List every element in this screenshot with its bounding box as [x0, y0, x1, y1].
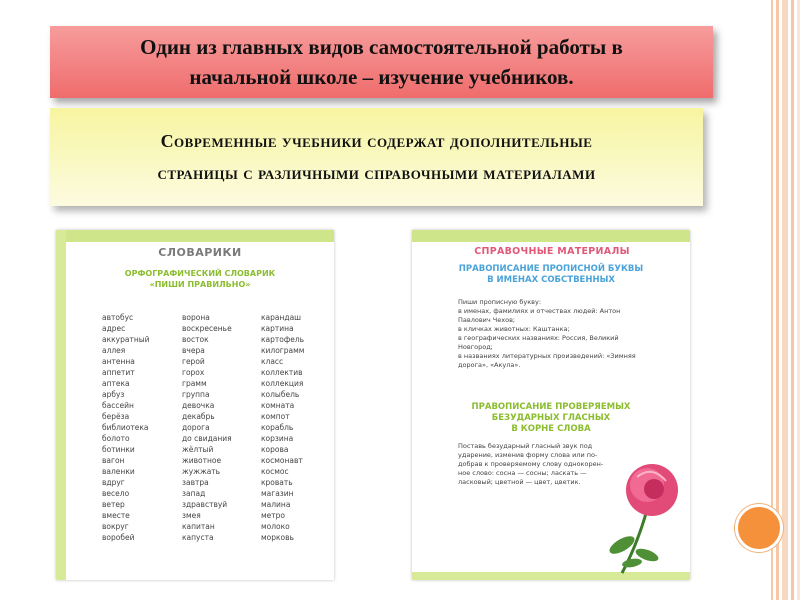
dictionary-word: антенна: [102, 357, 135, 366]
dictionary-word: капитан: [182, 522, 215, 531]
subtitle-text: Современные учебники содержат дополнительные страницы с различными справочными материалами: [157, 131, 596, 183]
dictionary-word: корова: [261, 445, 289, 454]
dictionary-word: килограмм: [261, 346, 305, 355]
dictionary-word: герой: [182, 357, 205, 366]
dictionary-word: жужжать: [182, 467, 221, 476]
rule-line: ласковый; цветной — цвет, цветик.: [458, 478, 581, 486]
dictionary-word: змея: [182, 511, 201, 520]
dictionary-word: восток: [182, 335, 209, 344]
dictionary-word: запад: [182, 489, 206, 498]
dictionary-word: вдруг: [102, 478, 125, 487]
dictionary-word: картина: [261, 324, 294, 333]
subtitle-banner: [50, 108, 703, 206]
dictionary-word: капуста: [182, 533, 214, 542]
decorative-circle: [735, 504, 783, 552]
rose-illustration: [592, 455, 687, 575]
rule-line: дорога», «Акула».: [458, 361, 521, 369]
dictionary-word: животное: [182, 456, 222, 465]
title-banner: [50, 26, 713, 98]
dictionary-word: колыбель: [261, 390, 300, 399]
reference-page-image: [412, 230, 690, 580]
dictionary-word: декабрь: [182, 412, 215, 421]
dictionary-word: дорога: [182, 423, 210, 432]
dictionary-word: берёза: [102, 412, 130, 421]
dictionary-word: карандаш: [261, 313, 302, 322]
dictionary-word: космонавт: [261, 456, 303, 465]
dictionary-word: бассейн: [102, 401, 134, 410]
dictionary-word: аптека: [102, 379, 130, 388]
dictionary-word: вчера: [182, 346, 205, 355]
dictionary-word: болото: [102, 434, 130, 443]
dictionary-word: метро: [261, 511, 285, 520]
rule-line: добрав к проверяемому слову однокорен-: [458, 460, 604, 468]
word-column-3: [261, 312, 304, 543]
capital-letter-rules: [458, 298, 678, 370]
dictionary-word: малина: [261, 500, 291, 509]
dictionary-word: морковь: [261, 533, 294, 542]
dictionary-word: здравствуй: [182, 500, 228, 509]
page-top-bar: [56, 230, 334, 242]
vowels-heading: ПРАВОПИСАНИЕ ПРОВЕРЯЕМЫХ БЕЗУДАРНЫХ ГЛАСНЫХ В КОРНЕ СЛОВА: [471, 402, 631, 434]
dictionary-word: компот: [261, 412, 290, 421]
dictionary-subtitle: ОРФОГРАФИЧЕСКИЙ СЛОВАРИК «ПИШИ ПРАВИЛЬНО»: [124, 269, 276, 289]
dictionary-word: ботинки: [102, 445, 135, 454]
rule-line: Пиши прописную букву:: [458, 298, 542, 306]
rule-line: в названиях литературных произведений: «Зимняя: [458, 352, 636, 360]
dictionary-word: космос: [261, 467, 289, 476]
dictionary-word: картофель: [261, 335, 305, 344]
rule-line: ударение, изменив форму слова или по-: [458, 451, 598, 459]
dictionary-word: завтра: [182, 478, 209, 487]
dictionary-word: корабль: [261, 423, 294, 432]
dictionary-word: магазин: [261, 489, 294, 498]
dictionary-word: аппетит: [102, 368, 135, 377]
dictionary-word: ворона: [182, 313, 210, 322]
rule-line: Поставь безударный гласный звук под: [458, 442, 593, 450]
dictionary-word: вагон: [102, 456, 125, 465]
dictionary-word: валенки: [102, 467, 135, 476]
dictionary-word: кровать: [261, 478, 293, 487]
dictionary-word: грамм: [182, 379, 207, 388]
rule-line: Новгород;: [458, 343, 493, 351]
dictionary-word: корзина: [261, 434, 294, 443]
dictionary-word: арбуз: [102, 390, 125, 399]
dictionary-word: адрес: [102, 324, 126, 333]
dictionary-word: автобус: [102, 313, 134, 322]
dictionary-word: группа: [182, 390, 210, 399]
dictionary-word: вместе: [102, 511, 130, 520]
dictionary-title: СЛОВАРИКИ: [158, 246, 242, 259]
reference-title: СПРАВОЧНЫЕ МАТЕРИАЛЫ: [474, 246, 630, 257]
rule-line: в именах, фамилиях и отчествах людей: Антон: [458, 307, 621, 315]
title-text: Один из главных видов самостоятельной работы в начальной школе – изучение учебников.: [140, 35, 623, 89]
dictionary-word: воскресенье: [182, 324, 232, 333]
dictionary-word: молоко: [261, 522, 290, 531]
dictionary-word: весело: [102, 489, 130, 498]
dictionary-page-image: [56, 230, 334, 580]
dictionary-word: комната: [261, 401, 295, 410]
dictionary-word: библиотека: [102, 423, 149, 432]
page-side-bar: [56, 230, 66, 580]
dictionary-word: воробей: [102, 533, 135, 542]
rule-line: в географических названиях: Россия, Великий: [458, 334, 619, 342]
dictionary-word: вокруг: [102, 522, 129, 531]
capital-letter-heading: ПРАВОПИСАНИЕ ПРОПИСНОЙ БУКВЫ В ИМЕНАХ СОБСТВЕННЫХ: [458, 264, 644, 285]
rule-line: ное слово: сосна — сосны; ласкать —: [458, 469, 587, 477]
dictionary-word: аккуратный: [102, 335, 150, 344]
word-column-2: [182, 312, 232, 543]
rule-line: в кличках животных: Каштанка;: [458, 325, 570, 333]
dictionary-word: класс: [261, 357, 284, 366]
dictionary-word: аллея: [102, 346, 126, 355]
dictionary-word: жёлтый: [182, 445, 214, 454]
dictionary-word: коллектив: [261, 368, 303, 377]
dictionary-word: коллекция: [261, 379, 304, 388]
dictionary-word: девочка: [182, 401, 215, 410]
dictionary-word: ветер: [102, 500, 125, 509]
page-top-bar: [412, 230, 690, 242]
dictionary-word: горох: [182, 368, 205, 377]
dictionary-word: до свидания: [182, 434, 232, 443]
rule-line: Павлович Чехов;: [458, 316, 516, 324]
word-column-1: [102, 312, 150, 543]
